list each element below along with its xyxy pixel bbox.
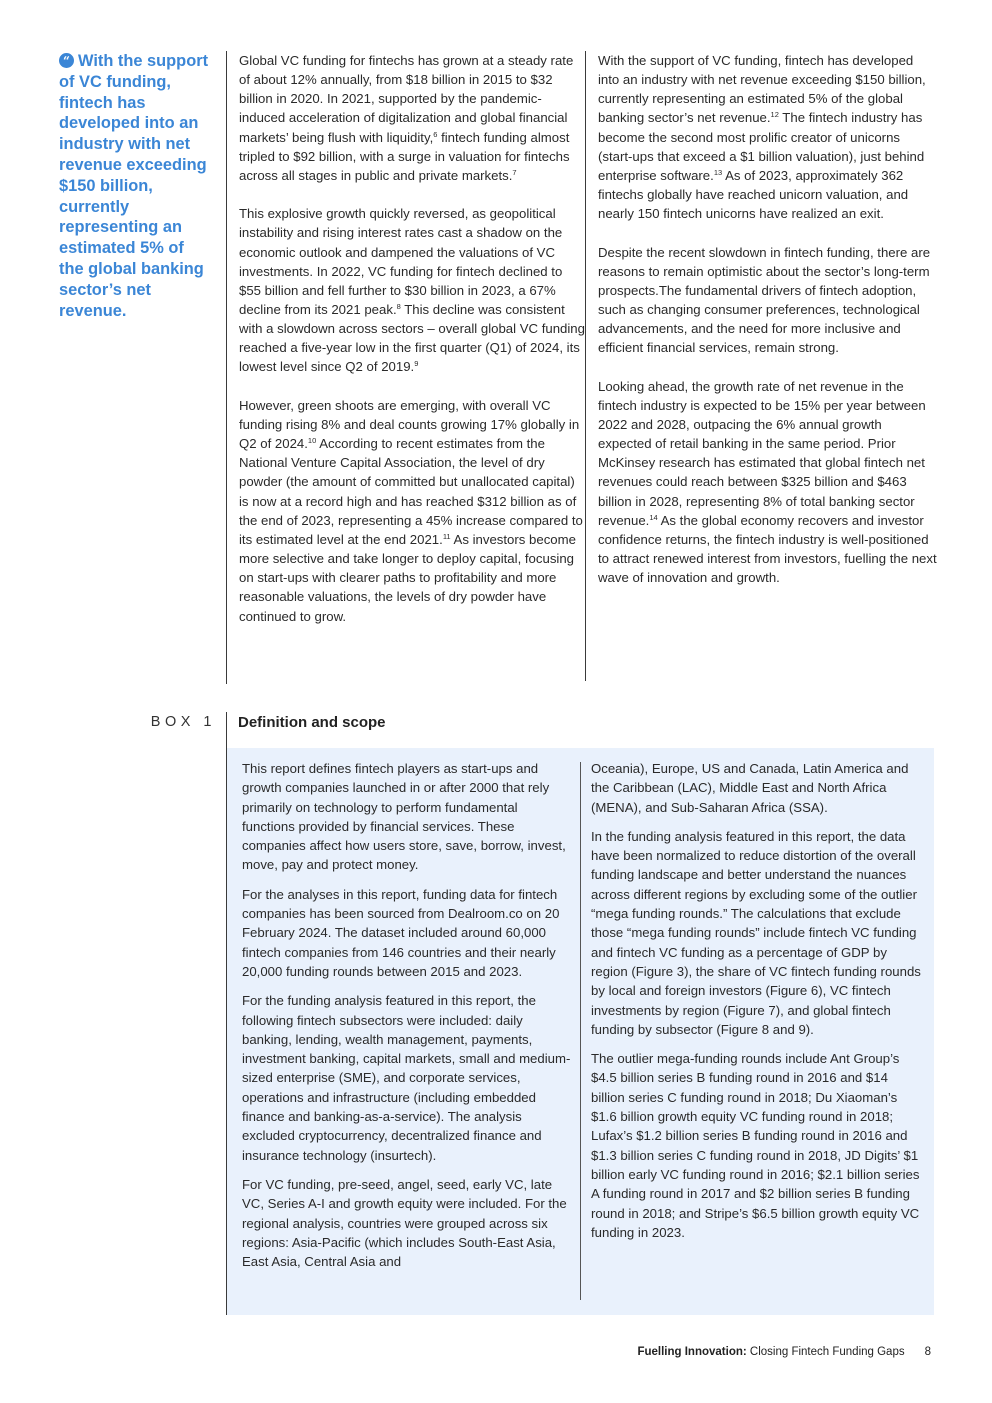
box-paragraph: The outlier mega-funding rounds include Ant Group’s $4.5 billion series B funding round in 2016 and $14 billion series C funding round in 2018; Du Xiaoman’s $1.6 billion growth equity VC funding round in 2018; Lufax’s $1.2 billion series B funding round in 2016 and $1.3 billion series C funding round in 2018, JD Digits’ $1 billion early VC funding round in 2016; $2.1 billion series A funding round in 2017 and $2 billion series B funding round in 2018; and Stripe’s $6.5 billion growth equity VC funding in 2023. <box>591 1051 920 1240</box>
text-run: This decline was consistent with a slowdown across sectors – overall global VC funding reached a five-year low in the first quarter (Q1) of 2024, its lowest level since Q2 of 2019. <box>239 302 585 375</box>
box-column-right <box>580 759 925 1252</box>
paragraph <box>239 51 586 185</box>
text-run: However, green shoots are emerging, with overall VC funding rising 8% and deal counts growing 17% globally in Q2 of 2024. <box>239 397 580 452</box>
footnote-ref[interactable]: 10 <box>307 436 317 446</box>
footnote-ref[interactable]: 14 <box>649 512 658 522</box>
footnote-ref[interactable]: 8 <box>396 302 401 312</box>
footer-title-strong: Fuelling Innovation: <box>637 1346 747 1358</box>
body-column-right <box>585 51 937 681</box>
box-paragraph: For VC funding, pre-seed, angel, seed, early VC, late VC, Series A-I and growth equity were included. For the regional analysis, countries were grouped across six regions: Asia-Pacific (which includes South-East Asia, East Asia, Central Asia and <box>242 1176 567 1270</box>
footer-title-rest: Closing Fintech Funding Gaps <box>746 1346 905 1358</box>
footnote-ref[interactable]: 11 <box>442 531 451 541</box>
text-run: With the support of VC funding, fintech has developed into an industry with net revenue exceeding $150 billion, currently representing an estimated 5% of the global banking sector’s net revenue. <box>598 53 926 126</box>
text-run: This explosive growth quickly reversed, as geopolitical instability and rising interest rates cast a shadow on the economic outlook and dampened the valuations of VC investments. In 2022, VC funding for fintech declined to $55 billion and fell further to $30 billion in 2023, a 67% decline from its 2021 peak. <box>239 206 563 318</box>
box-paragraph: For the funding analysis featured in this report, the following fintech subsectors were included: daily banking, lending, wealth management, payments, investment banking, capital markets, small and medium-sized enterprise (SME), and corporate services, operations and infrastructure (including embedded finance and banking-as-a-service). The analysis excluded cryptocurrency, decentralized finance and insurance technology (insurtech). <box>242 993 571 1163</box>
box-paragraph: This report defines fintech players as start-ups and growth companies launched in or after 2000 that rely primarily on technology to perform fundamental functions provided by financial services. These companies affect how users store, save, borrow, invest, move, pay and protect money. <box>242 761 566 873</box>
footnote-ref[interactable]: 9 <box>414 359 419 369</box>
text-run: The fintech industry has become the second most prolific creator of unicorns (start-ups that exceed a $1 billion valuation), just behind enterprise software. <box>598 110 925 183</box>
page-number: 8 <box>924 1346 931 1358</box>
text-run: As of 2023, approximately 362 fintechs globally have reached unicorn valuation, and nearly 150 fintech unicorns have realized an exit. <box>598 167 909 222</box>
box-paragraph: Oceania), Europe, US and Canada, Latin America and the Caribbean (LAC), Middle East and North Africa (MENA), and Sub-Saharan Africa (SSA). <box>591 761 909 815</box>
page-footer <box>637 1346 931 1358</box>
text-run: Global VC funding for fintechs has grown at a steady rate of about 12% annually, from $18 billion in 2015 to $32 billion in 2020. In 2021, supported by the pandemic-induced acceleration of digitalization and global financial markets’ being flush with liquidity, <box>239 53 574 145</box>
body-column-left <box>226 51 586 684</box>
box-label: BOX 1 <box>150 714 216 730</box>
pull-quote <box>59 51 209 321</box>
paragraph <box>598 51 937 223</box>
footnote-ref[interactable]: 7 <box>512 167 517 177</box>
paragraph <box>598 377 937 588</box>
box-title: Definition and scope <box>238 714 386 731</box>
footnote-ref[interactable]: 13 <box>713 167 723 177</box>
pull-quote-text: With the support of VC funding, fintech has developed into an industry with net revenue exceeding $150 billion, currently representing an estimated 5% of the global banking sector’s net revenue. <box>59 52 209 320</box>
quote-mark-icon: “ <box>59 53 74 68</box>
text-run: According to recent estimates from the National Venture Capital Association, the level of dry powder (the amount of committed but unallocated capital) is now at a record high and has reached $312 billion as of the end of 2023, representing a 45% increase compared to its estimated level at the end 2021. <box>239 436 583 547</box>
paragraph: Despite the recent slowdown in fintech funding, there are reasons to remain optimistic about the sector’s long-term prospects.The fundamental drivers of fintech adoption, such as changing consumer preferences, technological advancements, and the need for more inclusive and efficient financial services, remain strong. <box>598 244 931 356</box>
text-run: Looking ahead, the growth rate of net revenue in the fintech industry is expected to be 15% per year between 2022 and 2028, outpacing the 6% annual growth expected of retail banking in the same period. Prior McKinsey research has estimated that global fintech net revenues could reach between $325 billion and $463 billion in 2028, representing 8% of total banking sector revenue. <box>598 378 926 528</box>
box-column-left <box>242 759 572 1281</box>
paragraph <box>239 396 586 626</box>
box-paragraph: In the funding analysis featured in this report, the data have been normalized to reduce distortion of the overall funding landscape and better understand the nuances across different regions by excluding some of the outlier “mega funding rounds.” The calculations that exclude those “mega funding rounds” include fintech VC funding and fintech VC funding as a percentage of GDP by region (Figure 3), the share of VC fintech funding rounds by local and foreign investors (Figure 6), VC fintech investments by region (Figure 7), and global fintech funding by subsector (Figure 8 and 9). <box>591 828 921 1037</box>
paragraph <box>239 204 586 376</box>
text-run: As the global economy recovers and investor confidence returns, the fintech industry is well-positioned to attract renewed interest from investors, fuelling the next wave of innovation and growth. <box>598 512 937 586</box>
box-paragraph: For the analyses in this report, funding data for fintech companies has been sourced from Dealroom.co on 20 February 2024. The dataset included around 60,000 fintech companies from 146 countries and their nearly 20,000 funding rounds between 2015 and 2023. <box>242 886 560 979</box>
text-run: fintech funding almost tripled to $92 billion, with a surge in valuation for fintechs across all stages in public and private markets. <box>239 129 570 183</box>
text-run: As investors become more selective and take longer to deploy capital, focusing on start-ups with clearer paths to profitability and more reasonable valuations, the levels of dry powder have continued to grow. <box>239 531 576 624</box>
footnote-ref[interactable]: 12 <box>770 110 779 120</box>
footnote-ref[interactable]: 6 <box>433 129 438 139</box>
